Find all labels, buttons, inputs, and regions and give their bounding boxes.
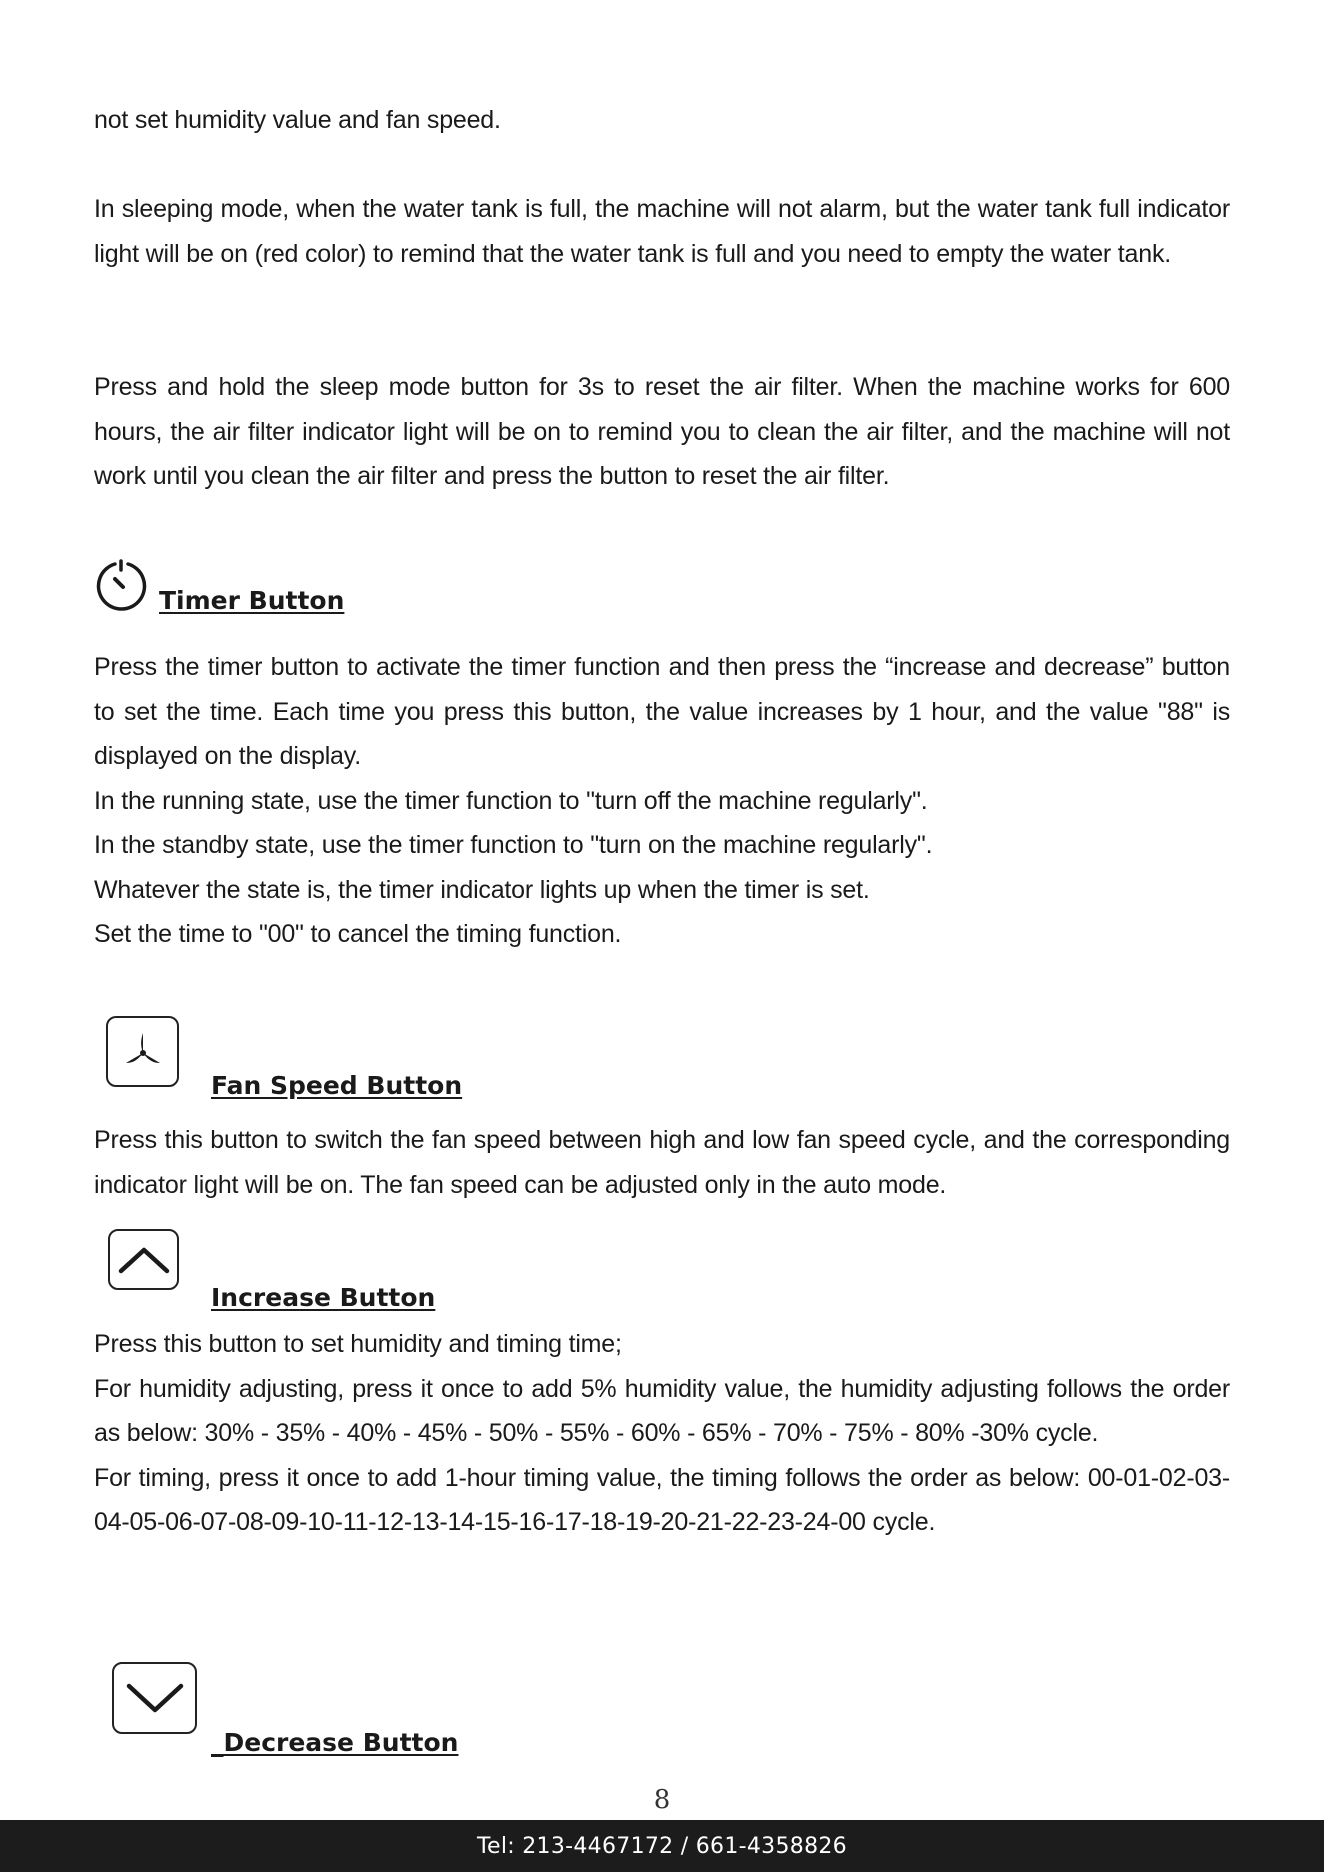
paragraph-text: In sleeping mode, when the water tank is full, the machine will not alarm, but the water tank full indicator light will be on (red color) to remind that the water tank is full and you need to empty the water tank. bbox=[94, 195, 1230, 268]
paragraph-sleeping-mode bbox=[94, 187, 1230, 276]
timer-line: Whatever the state is, the timer indicator lights up when the timer is set. bbox=[94, 875, 870, 904]
page-number: 8 bbox=[653, 1785, 671, 1815]
timer-icon bbox=[93, 557, 149, 613]
increase-line: For humidity adjusting, press it once to add 5% humidity value, the humidity adjusting follows the order as below: 30% - 35% - 40% - 45% - 50% - 55% - 60% - 65% - 70% - 75% - 80% -30% cycle. bbox=[94, 1374, 1230, 1447]
fan-speed-text: Press this button to switch the fan speed between high and low fan speed cycle, and the corresponding indicator light will be on. The fan speed can be adjusted only in the auto mode. bbox=[94, 1126, 1230, 1199]
footer-bar bbox=[0, 1820, 1324, 1872]
increase-description bbox=[94, 1322, 1230, 1545]
increase-line: Press this button to set humidity and timing time; bbox=[94, 1330, 622, 1358]
timer-line: In the running state, use the timer function to "turn off the machine regularly". bbox=[94, 786, 928, 815]
fan-speed-description bbox=[94, 1118, 1230, 1207]
paragraph-text: Press and hold the sleep mode button for 3s to reset the air filter. When the machine works for 600 hours, the air filter indicator light will be on to remind you to clean the air filter, and the machine will not work until you clean the air filter and press the button to reset the air filter. bbox=[94, 373, 1230, 490]
chevron-down-icon bbox=[112, 1662, 197, 1734]
timer-line: Set the time to "00" to cancel the timing function. bbox=[94, 920, 622, 948]
footer-phone: Tel: 213-4467172 / 661-4358826 bbox=[477, 1833, 847, 1859]
timer-line: Press the timer button to activate the timer function and then press the “increase and decrease” button to set the time. Each time you press this button, the value increases by 1 hour, and the value "88" is displayed on the display. bbox=[94, 653, 1230, 770]
paragraph-air-filter bbox=[94, 365, 1230, 499]
decrease-button-heading: _Decrease Button bbox=[211, 1728, 459, 1757]
paragraph-humidity-fan bbox=[94, 98, 1230, 143]
increase-button-heading: Increase Button bbox=[211, 1283, 436, 1312]
timer-description bbox=[94, 645, 1230, 957]
paragraph-text: not set humidity value and fan speed. bbox=[94, 106, 501, 134]
fan-icon bbox=[106, 1016, 179, 1087]
fan-speed-button-heading: Fan Speed Button bbox=[211, 1071, 463, 1100]
chevron-up-icon bbox=[108, 1229, 179, 1290]
timer-button-heading: Timer Button bbox=[159, 586, 345, 615]
increase-line: For timing, press it once to add 1-hour timing value, the timing follows the order as below: 00-01-02-03-04-05-06-07-08-09-10-11-12-13-14-15-16-17-18-19-20-21-22-23-24-00 cycle. bbox=[94, 1463, 1230, 1536]
timer-line: In the standby state, use the timer function to "turn on the machine regularly". bbox=[94, 831, 933, 859]
